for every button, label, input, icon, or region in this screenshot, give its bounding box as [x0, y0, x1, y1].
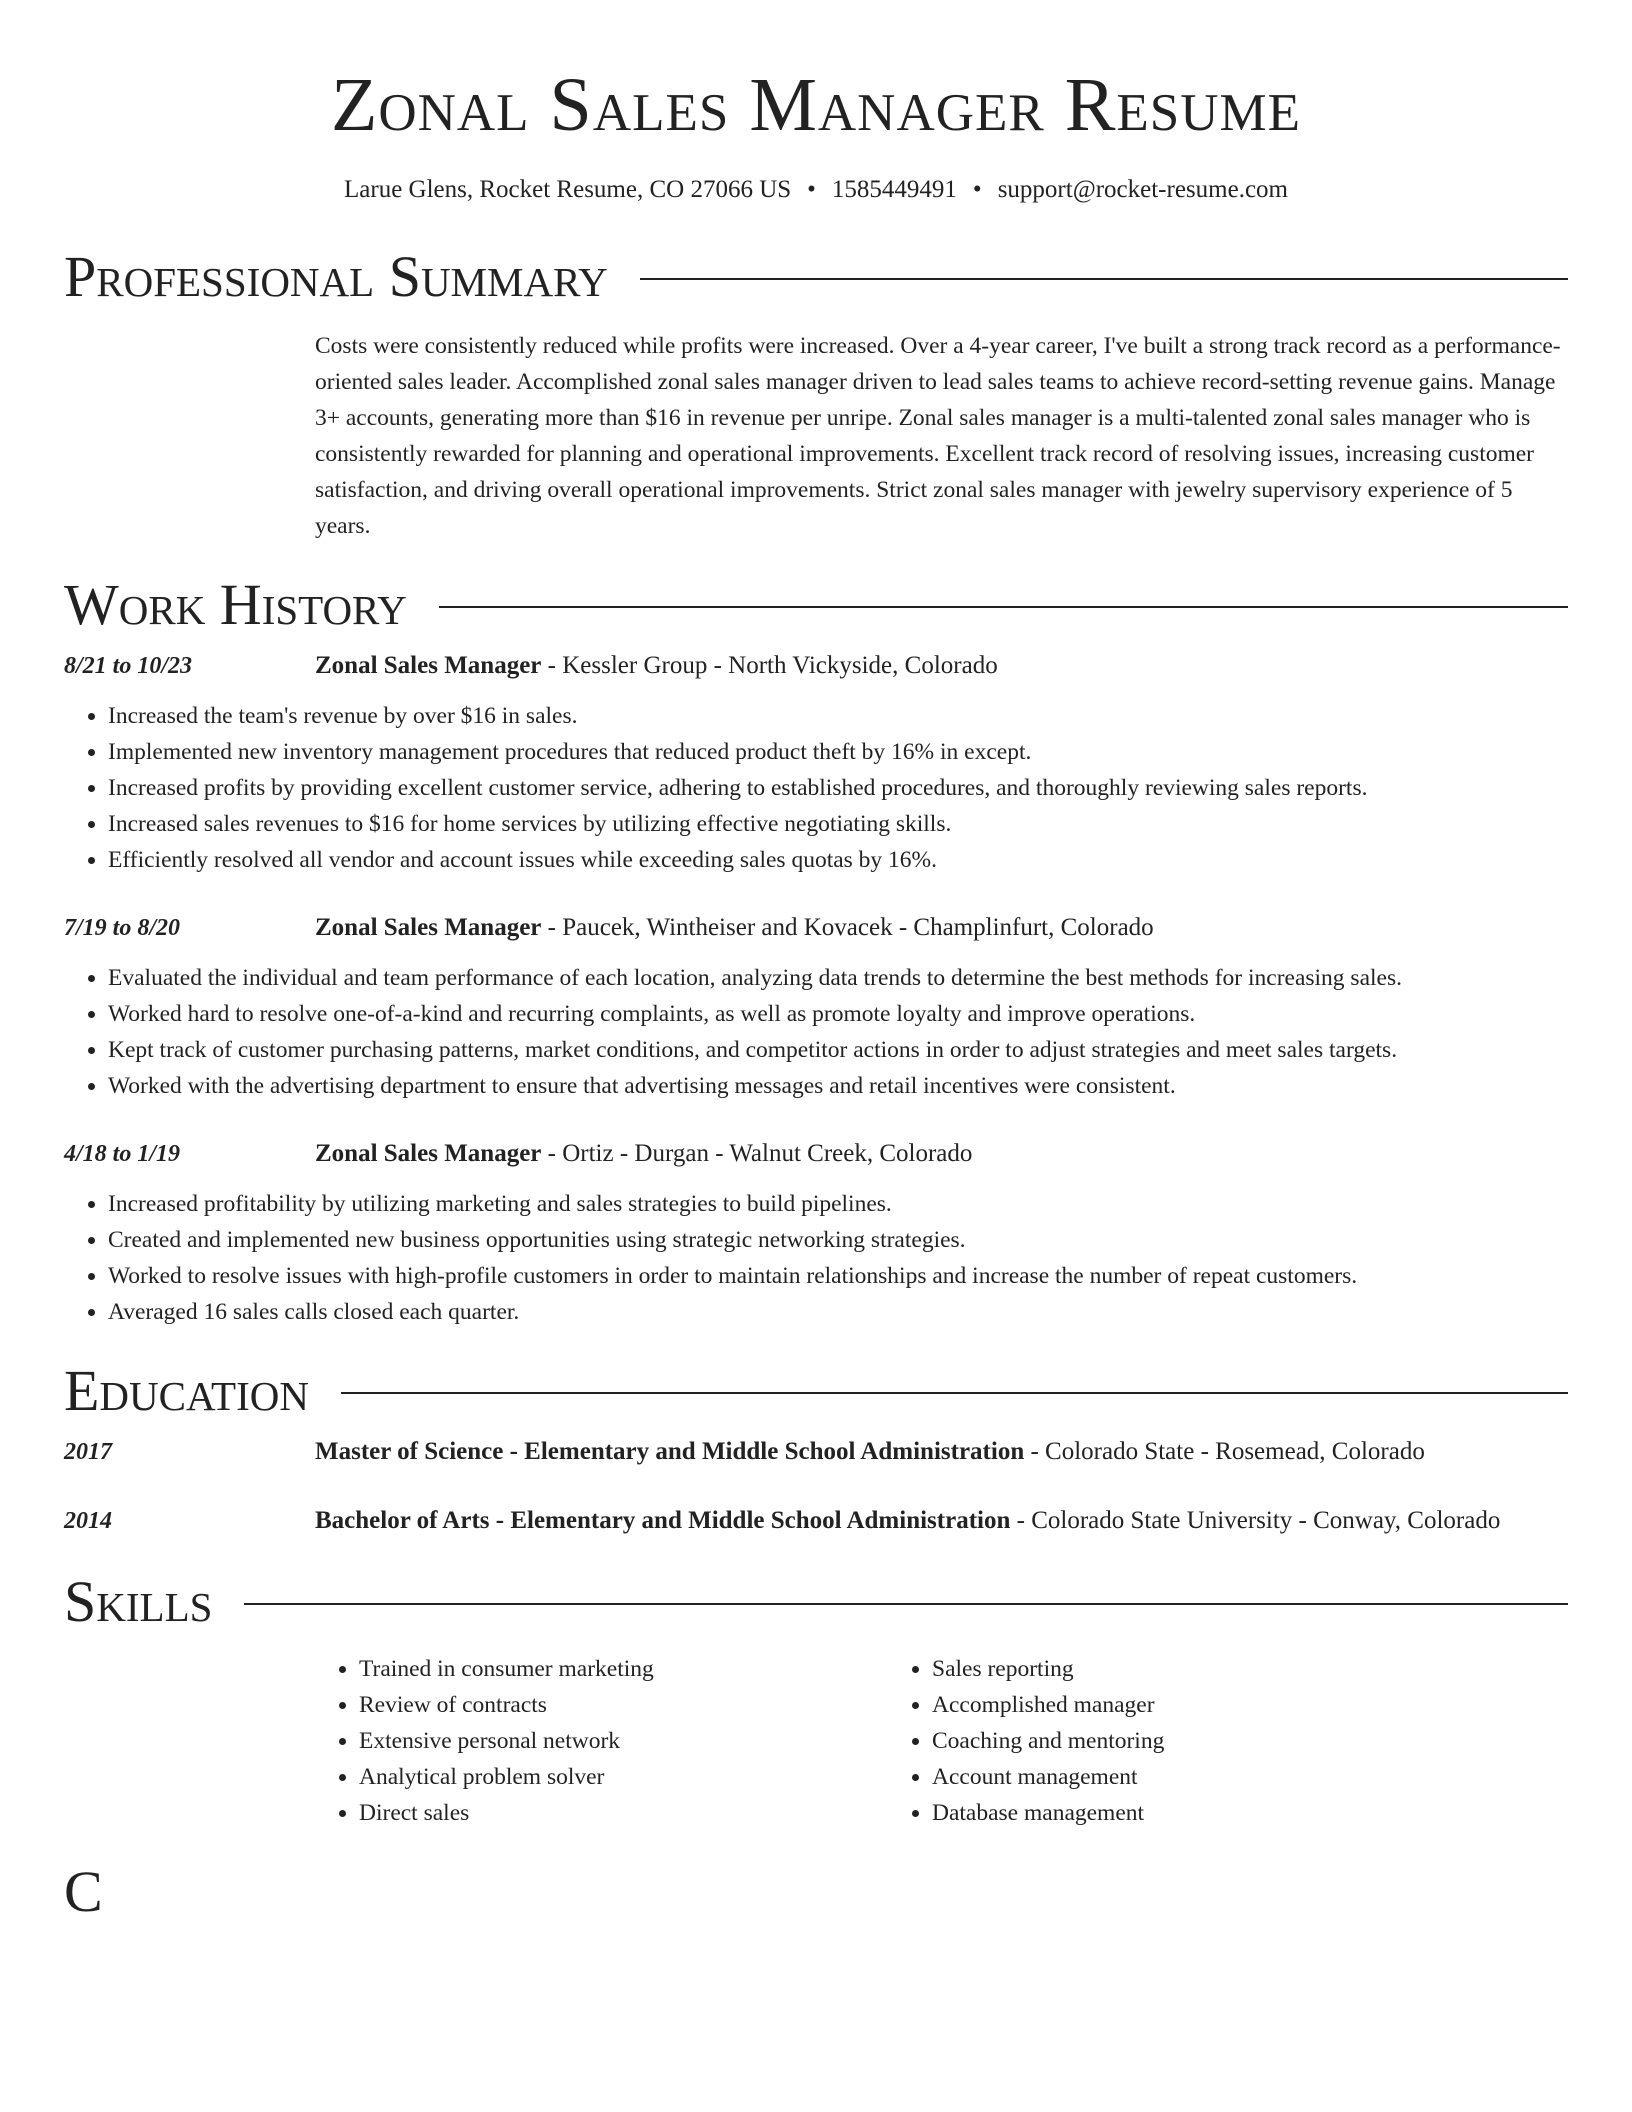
- list-item: • Sales reporting: [932, 1651, 1461, 1687]
- list-item: • Trained in consumer marketing: [359, 1651, 888, 1687]
- summary-text: Costs were consistently reduced while profits were increased. Over a 4-year career, I've built a strong track record as a performance-oriented sales leader. Accomplished zonal sales manager driven to lead sales teams to achieve record-setting revenue gains. Manage 3+ accounts, generating more than $16 in revenue per unripe. Zonal sales manager is a multi-talented zonal sales manager who is consistently rewarded for planning and operational improvements. Excellent track record of resolving issues, increasing customer satisfaction, and driving overall operational improvements. Strict zonal sales manager with jewelry supervisory experience of 5 years.: [315, 333, 1561, 539]
- education-details: - Colorado State University - Conway, Colorado: [1010, 1507, 1501, 1534]
- list-item: • Increased profitability by utilizing marketing and sales strategies to build pipelines.: [108, 1186, 1568, 1222]
- job-bullets: [64, 698, 1568, 878]
- list-item: • Implemented new inventory management procedures that reduced product theft by 16% in except.: [108, 734, 1568, 770]
- education-heading-line: [315, 1501, 1500, 1541]
- education-degree: Master of Science - Elementary and Middle School Administration: [315, 1438, 1025, 1465]
- skills-heading: Skills: [64, 1569, 213, 1634]
- contact-phone: 1585449491: [831, 176, 957, 203]
- job-role: Zonal Sales Manager: [315, 914, 542, 941]
- list-item: • Averaged 16 sales calls closed each quarter.: [108, 1294, 1568, 1330]
- job-dates: 4/18 to 1/19: [64, 1141, 181, 1167]
- education-entry: [64, 1432, 1568, 1472]
- contact-separator: •: [972, 176, 982, 203]
- job-bullets: [64, 1186, 1568, 1330]
- section-divider: [640, 278, 1568, 280]
- job-entry: [64, 646, 1568, 878]
- summary-section-header: [64, 242, 1568, 312]
- contact-separator: •: [807, 176, 816, 203]
- list-item: • Increased the team's revenue by over $16 in sales.: [108, 698, 1568, 734]
- contact-address: Larue Glens, Rocket Resume, CO 27066 US: [344, 176, 792, 203]
- skills-list-right: [888, 1651, 1461, 1831]
- job-bullets: [64, 960, 1568, 1104]
- education-section-header: [64, 1356, 1568, 1426]
- skills-section-header: [64, 1567, 1568, 1637]
- next-section-header: [64, 1857, 1568, 1927]
- education-heading-line: [315, 1432, 1425, 1472]
- resume-title: Zonal Sales Manager Resume: [330, 63, 1302, 147]
- contact-email[interactable]: support@rocket-resume.com: [997, 176, 1288, 203]
- education-details: - Colorado State - Rosemead, Colorado: [1024, 1438, 1425, 1465]
- job-entry: [64, 908, 1568, 1104]
- list-item: • Account management: [932, 1759, 1461, 1795]
- work-section-header: [64, 570, 1568, 640]
- list-item: • Coaching and mentoring: [932, 1723, 1461, 1759]
- education-degree: Bachelor of Arts - Elementary and Middle School Administration: [315, 1507, 1011, 1534]
- list-item: • Increased sales revenues to $16 for home services by utilizing effective negotiating skills.: [108, 806, 1568, 842]
- list-item: • Efficiently resolved all vendor and account issues while exceeding sales quotas by 16%.: [108, 842, 1568, 878]
- resume-page: [64, 0, 1568, 1927]
- job-role: Zonal Sales Manager: [315, 1140, 542, 1167]
- work-heading: Work History: [64, 572, 407, 637]
- education-entry: [64, 1501, 1568, 1541]
- job-heading: [315, 646, 998, 686]
- list-item: • Worked with the advertising department to ensure that advertising messages and retail incentives were consistent.: [108, 1068, 1568, 1104]
- list-item: • Worked hard to resolve one-of-a-kind and recurring complaints, as well as promote loyalty and improve operations.: [108, 996, 1568, 1032]
- skills-lists: [315, 1651, 1568, 1831]
- job-heading: [315, 908, 1154, 948]
- contact-line: [64, 172, 1568, 208]
- list-item: • Kept track of customer purchasing patterns, market conditions, and competitor actions in order to adjust strategies and meet sales targets.: [108, 1032, 1568, 1068]
- education-heading: Education: [64, 1358, 309, 1423]
- list-item: • Direct sales: [359, 1795, 888, 1831]
- list-item: • Database management: [932, 1795, 1461, 1831]
- section-divider: [244, 1603, 1568, 1605]
- list-item: • Increased profits by providing excellent customer service, adhering to established procedures, and thoroughly reviewing sales reports.: [108, 770, 1568, 806]
- job-dates: 7/19 to 8/20: [64, 915, 181, 941]
- list-item: • Analytical problem solver: [359, 1759, 888, 1795]
- list-item: • Accomplished manager: [932, 1687, 1461, 1723]
- list-item: • Review of contracts: [359, 1687, 888, 1723]
- education-year: 2017: [64, 1439, 112, 1465]
- list-item: • Evaluated the individual and team performance of each location, analyzing data trends to determine the best methods for increasing sales.: [108, 960, 1568, 996]
- section-divider: [341, 1392, 1568, 1394]
- job-details: - Ortiz - Durgan - Walnut Creek, Colorado: [541, 1140, 973, 1167]
- next-section-heading: C: [64, 1859, 103, 1924]
- job-entry: [64, 1134, 1568, 1330]
- section-divider: [439, 606, 1568, 608]
- summary-heading: Professional Summary: [64, 244, 608, 309]
- list-item: • Created and implemented new business opportunities using strategic networking strategies.: [108, 1222, 1568, 1258]
- job-details: - Paucek, Wintheiser and Kovacek - Champlinfurt, Colorado: [541, 914, 1154, 941]
- job-heading: [315, 1134, 972, 1174]
- education-year: 2014: [64, 1508, 112, 1534]
- list-item: • Worked to resolve issues with high-profile customers in order to maintain relationships and increase the number of repeat customers.: [108, 1258, 1568, 1294]
- list-item: • Extensive personal network: [359, 1723, 888, 1759]
- job-role: Zonal Sales Manager: [315, 652, 542, 679]
- job-dates: 8/21 to 10/23: [64, 653, 193, 679]
- job-details: - Kessler Group - North Vickyside, Colorado: [541, 652, 998, 679]
- skills-list-left: [315, 1651, 888, 1831]
